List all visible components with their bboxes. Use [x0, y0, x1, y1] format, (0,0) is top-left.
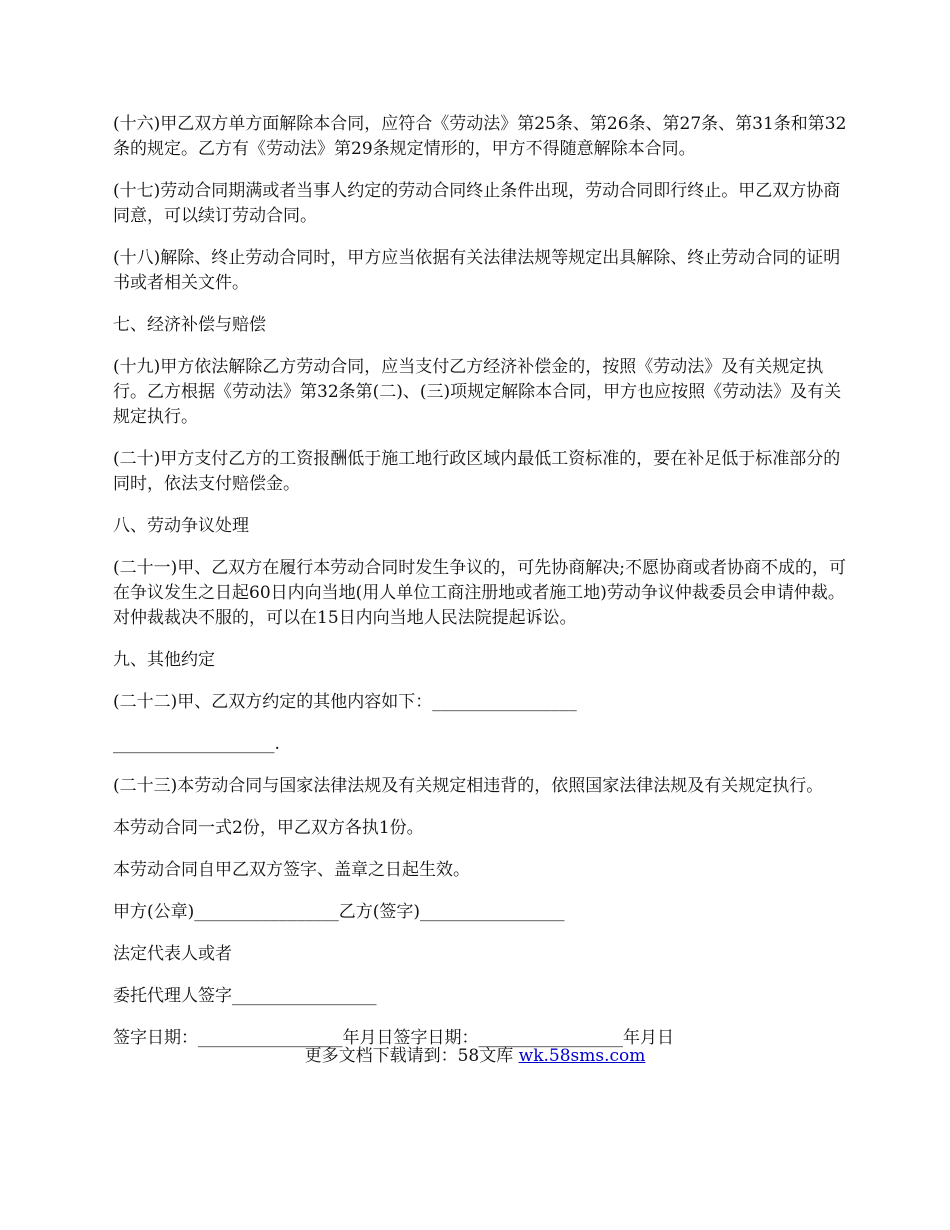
effective-statement: 本劳动合同自甲乙双方签字、盖章之日起生效。	[113, 860, 470, 880]
clause-18: (十八)解除、终止劳动合同时，甲方应当依据有关法律法规等规定出具解除、终止劳动合同的证明书或者相关文件。	[113, 248, 841, 293]
section-heading-other: 九、其他约定	[113, 650, 215, 670]
copies-statement: 本劳动合同一式2份，甲乙双方各执1份。	[113, 818, 424, 838]
section-heading-compensation: 七、经济补偿与赔偿	[113, 315, 266, 335]
clause-20: (二十)甲方支付乙方的工资报酬低于施工地行政区域内最低工资标准的，要在补足低于标准部分的同时，依法支付赔偿金。	[113, 449, 841, 494]
clause-22: (二十二)甲、乙双方约定的其他内容如下：_________________	[113, 692, 577, 712]
party-signature-line: 甲方(公章)_________________乙方(签字)_________________	[113, 902, 565, 922]
agent-signature-line: 委托代理人签字_________________	[113, 986, 377, 1006]
footer-link[interactable]: wk.58sms.com	[518, 1046, 646, 1066]
clause-16: (十六)甲乙双方单方面解除本合同，应符合《劳动法》第25条、第26条、第27条、第31条和第32条的规定。乙方有《劳动法》第29条规定情形的，甲方不得随意解除本合同。	[113, 114, 847, 159]
section-heading-dispute: 八、劳动争议处理	[113, 516, 249, 536]
footer-text: 更多文档下载请到：58文库	[304, 1046, 519, 1066]
clause-21: (二十一)甲、乙双方在履行本劳动合同时发生争议的，可先协商解决;不愿协商或者协商不成的，可在争议发生之日起60日内向当地(用人单位工商注册地或者施工地)劳动争议仲裁委员会申请仲裁。对仲裁裁决不服的，可以在15日内向当地人民法院提起诉讼。	[113, 558, 846, 628]
clause-19: (十九)甲方依法解除乙方劳动合同，应当支付乙方经济补偿金的，按照《劳动法》及有关规定执行。乙方根据《劳动法》第32条第(二)、(三)项规定解除本合同，甲方也应按照《劳动法》及有关规定执行。	[113, 357, 842, 427]
clause-22-blank-line: ___________________.	[113, 734, 280, 754]
download-footer	[0, 1044, 950, 1069]
clause-23: (二十三)本劳动合同与国家法律法规及有关规定相违背的，依照国家法律法规及有关规定执行。	[113, 776, 824, 796]
document-body	[113, 112, 848, 1068]
signature-date-line: 签字日期：_________________年月日签字日期：_________________年月日	[113, 1028, 674, 1048]
legal-representative-label: 法定代表人或者	[113, 944, 232, 964]
clause-17: (十七)劳动合同期满或者当事人约定的劳动合同终止条件出现，劳动合同即行终止。甲乙双方协商同意，可以续订劳动合同。	[113, 181, 841, 226]
